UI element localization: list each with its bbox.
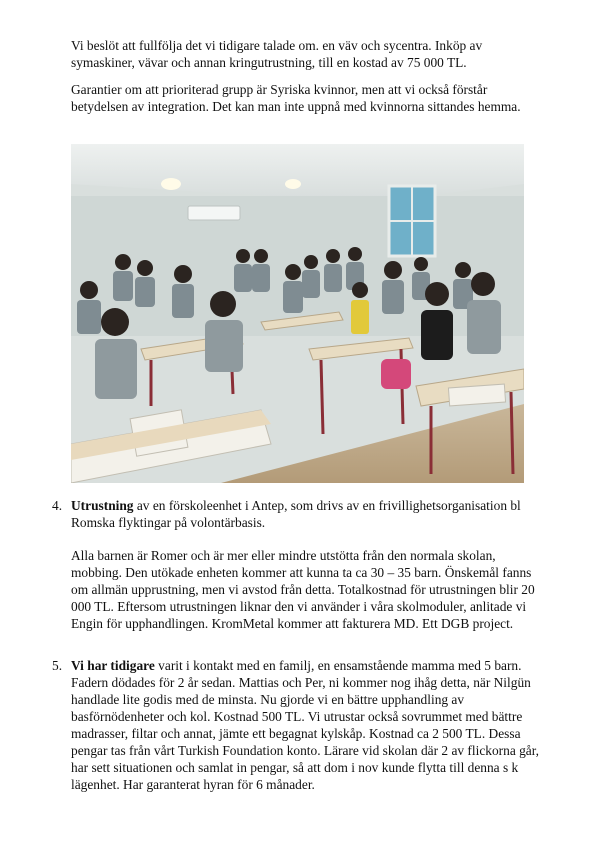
paragraph-roma-children: Alla barnen är Romer och är mer eller mindre utstötta från den normala skolan, mobbing. Den utökade enheten kommer att kunna ta ca 30 – 35 barn. Önskemål fanns om allmän upprustning, men vi avstod från detta. Totalkostnad för utrustningen blir 20 000 TL. Eftersom utrustningen liknar den vi använder i våra skolmoduler, anlitade vi Engin för upphandlingen. KromMetal kommer att fakturera MD. Ett DGB project. bbox=[71, 548, 535, 631]
classroom-photo bbox=[71, 144, 524, 483]
list-number-5: 5. bbox=[52, 658, 63, 673]
list-number-4: 4. bbox=[52, 498, 63, 513]
list-item-text-4: av en förskoleenhet i Antep, som drivs av en frivillighetsorganisation bl Romska flyktingar på volontärbasis. bbox=[71, 498, 521, 530]
list-item-bold-5: Vi har tidigare bbox=[71, 658, 155, 673]
list-item-family bbox=[71, 657, 541, 793]
paragraph-guarantees: Garantier om att prioriterad grupp är Syriska kvinnor, men att vi också förstår betydelsen av integration. Det kan man inte uppnå med kvinnorna sittandes hemma. bbox=[71, 82, 521, 114]
list-item-bold-4: Utrustning bbox=[71, 498, 134, 513]
paragraph-weaving-center: Vi beslöt att fullfölja det vi tidigare talade om. en väv och sycentra. Inköp av symaskiner, vävar och annan kringutrustning, till en kostad av 75 000 TL. bbox=[71, 38, 483, 70]
list-item-equipment bbox=[71, 497, 541, 531]
list-item-text-5: varit i kontakt med en familj, en ensamstående mamma med 5 barn. Fadern dödades för 2 år sedan. Mattias och Per, ni kommer nog ihåg detta, när Nilgün handlade lite godis med de minsta. Nu gjorde vi en bättre upphandling av basförnödenheter och kol. Kostnad 500 TL. Vi utrustar också sovrummet med bättre madrasser, filtar och annat, jämte ett begagnat kylskåp. Kostnad ca 2 500 TL. Dessa pengar tas från vårt Turkish Foundation konto. Lärare vid skolan där 2 av flickorna går, har sett situationen och samlat in pengar, så att dom i nov kunde flytta till denna s k lägenhet. Har garanterat hyran för 6 månader. bbox=[71, 658, 540, 792]
